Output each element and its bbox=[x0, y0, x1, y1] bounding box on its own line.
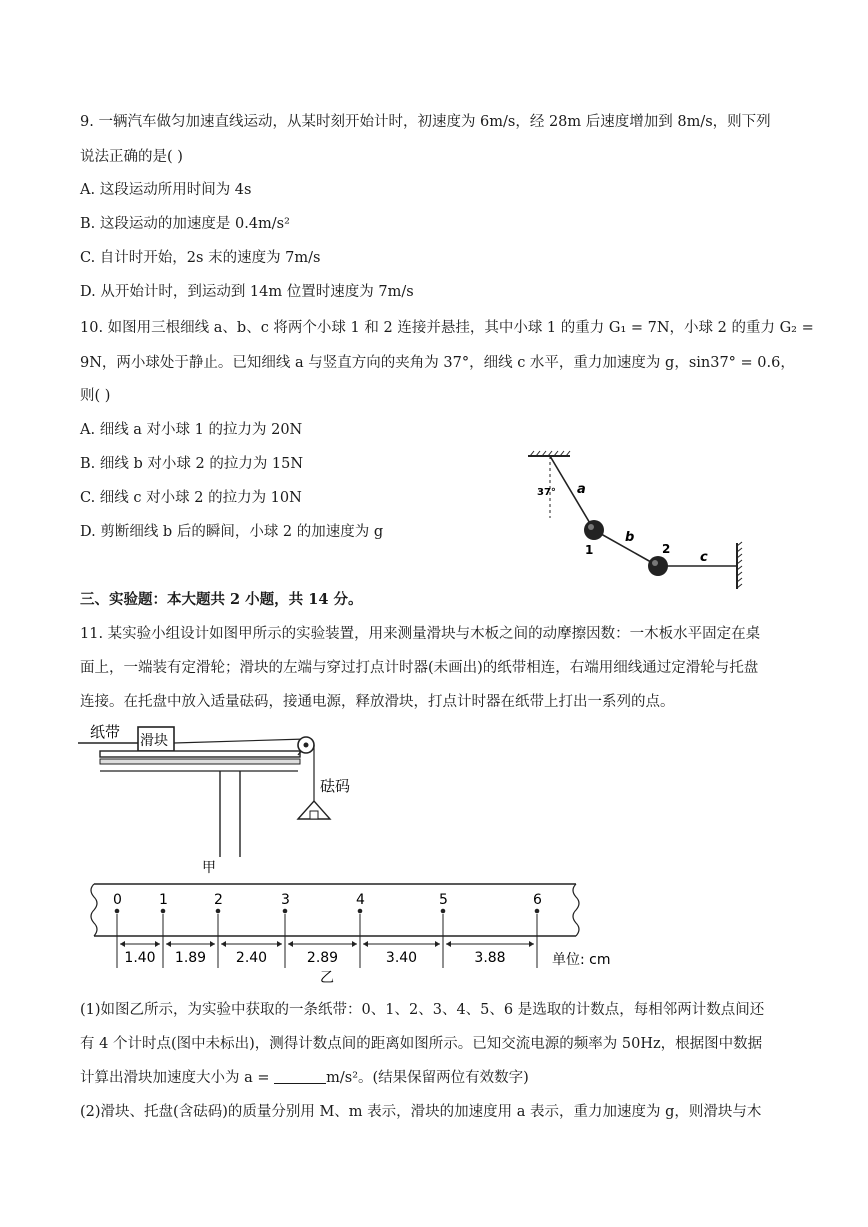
q9-option-b: B. 这段运动的加速度是 0.4m/s² bbox=[80, 216, 290, 232]
q11-part1-line-3-suffix: m/s²。(结果保留两位有效数字) bbox=[326, 1070, 529, 1086]
q11-stem-line-2: 面上，一端装有定滑轮；滑块的左端与穿过打点计时器(未画出)的纸带相连，右端用细线通过定滑轮与托盘 bbox=[80, 660, 759, 676]
dimension-arrowhead bbox=[288, 941, 293, 947]
dimension-arrowhead bbox=[277, 941, 282, 947]
q10-option-d: D. 剪断细线 b 后的瞬间，小球 2 的加速度为 g bbox=[80, 524, 384, 540]
string-to-pulley bbox=[174, 739, 306, 743]
q11-part1-line-3 bbox=[80, 1068, 529, 1088]
label-b: b bbox=[625, 530, 635, 545]
dimension-arrowhead bbox=[120, 941, 125, 947]
tape-dimensions bbox=[117, 914, 537, 968]
dimension-label: 2.40 bbox=[235, 950, 268, 966]
q10-figure bbox=[510, 446, 760, 596]
q11-stem-line-3: 连接。在托盘中放入适量砝码，接通电源，释放滑块，打点计时器在纸带上打出一系列的点。 bbox=[80, 694, 675, 710]
q10-stem-line-1: 10. 如图用三根细线 a、b、c 将两个小球 1 和 2 连接并悬挂，其中小球 1 的重力 G₁ = 7N，小球 2 的重力 G₂ = bbox=[80, 320, 814, 336]
weight bbox=[310, 811, 318, 819]
q9-option-a: A. 这段运动所用时间为 4s bbox=[80, 182, 252, 198]
q11-stem-line-1: 11. 某实验小组设计如图甲所示的实验装置，用来测量滑块与木板之间的动摩擦因数：一木板水平固定在桌 bbox=[80, 626, 761, 642]
dimension-arrowhead bbox=[166, 941, 171, 947]
q11-part1-line-2: 有 4 个计时点(图中未标出)，测得计数点间的距离如图所示。已知交流电源的频率为 50Hz，根据图中数据 bbox=[80, 1036, 763, 1052]
tape-dot bbox=[115, 909, 120, 914]
dimension-arrowhead bbox=[363, 941, 368, 947]
section-3-title: 三、实验题：本大题共 2 小题，共 14 分。 bbox=[80, 591, 363, 608]
string-a bbox=[550, 456, 594, 530]
tape-unit-label: 单位: cm bbox=[552, 952, 611, 968]
dimension-arrowhead bbox=[221, 941, 226, 947]
q9-stem-line-2: 说法正确的是( ) bbox=[80, 149, 183, 165]
tape-point-label: 5 bbox=[439, 892, 448, 908]
dimension-label: 1.89 bbox=[174, 950, 207, 966]
wooden-board bbox=[100, 751, 300, 757]
tape-point-label: 4 bbox=[356, 892, 365, 908]
q11-part1-line-1: (1)如图乙所示，为实验中获取的一条纸带：0、1、2、3、4、5、6 是选取的计数点，每相邻两计数点间还 bbox=[80, 1002, 765, 1018]
q10-option-a: A. 细线 a 对小球 1 的拉力为 20N bbox=[80, 422, 303, 438]
q9-stem-line-1: 9. 一辆汽车做匀加速直线运动，从某时刻开始计时，初速度为 6m/s，经 28m 后速度增加到 8m/s，则下列 bbox=[80, 114, 771, 130]
tape-point-label: 0 bbox=[113, 892, 122, 908]
q11-figure-jia bbox=[70, 715, 390, 880]
table-top bbox=[100, 759, 300, 764]
dimension-arrowhead bbox=[210, 941, 215, 947]
dimension-label: 1.40 bbox=[124, 950, 156, 966]
figure-yi-caption: 乙 bbox=[320, 970, 334, 983]
tape-left-tear bbox=[91, 884, 97, 936]
q11-figure-yi bbox=[80, 878, 640, 983]
paper-tape-label: 纸带 bbox=[90, 723, 121, 741]
figure-jia-caption: 甲 bbox=[202, 860, 216, 876]
pulley-axle bbox=[304, 743, 309, 748]
weight-label: 砝码 bbox=[320, 777, 351, 795]
ball-1 bbox=[584, 520, 604, 540]
ball-1-highlight bbox=[588, 524, 594, 530]
slider-block-label: 滑块 bbox=[140, 733, 168, 749]
tape-right-tear bbox=[573, 884, 579, 936]
tape-dot bbox=[161, 909, 166, 914]
tape-points bbox=[113, 892, 542, 913]
q10-stem-line-3: 则( ) bbox=[80, 388, 111, 404]
q10-stem-line-2: 9N，两小球处于静止。已知细线 a 与竖直方向的夹角为 37°，细线 c 水平，重力加速度为 g，sin37° = 0.6， bbox=[80, 355, 795, 371]
q10-option-c: C. 细线 c 对小球 2 的拉力为 10N bbox=[80, 490, 302, 506]
angle-label: 37° bbox=[537, 487, 556, 498]
q9-option-c: C. 自计时开始，2s 末的速度为 7m/s bbox=[80, 250, 321, 266]
ball-2 bbox=[648, 556, 668, 576]
tape-point-label: 6 bbox=[533, 892, 542, 908]
label-a: a bbox=[577, 482, 586, 497]
label-c: c bbox=[700, 550, 708, 565]
ball-1-label: 1 bbox=[585, 543, 594, 557]
answer-blank[interactable] bbox=[274, 1069, 326, 1084]
tape-point-label: 3 bbox=[281, 892, 290, 908]
dimension-arrowhead bbox=[435, 941, 440, 947]
q11-part1-line-3-prefix: 计算出滑块加速度大小为 a = bbox=[80, 1070, 275, 1086]
ball-2-highlight bbox=[652, 560, 658, 566]
tape-dot bbox=[358, 909, 363, 914]
tape-point-label: 2 bbox=[214, 892, 223, 908]
q11-part2-line-1: (2)滑块、托盘(含砝码)的质量分别用 M、m 表示，滑块的加速度用 a 表示，重力加速度为 g，则滑块与木 bbox=[80, 1104, 762, 1120]
dimension-arrowhead bbox=[155, 941, 160, 947]
tape-dot bbox=[283, 909, 288, 914]
dimension-label: 2.89 bbox=[306, 950, 339, 966]
q10-option-b: B. 细线 b 对小球 2 的拉力为 15N bbox=[80, 456, 304, 472]
tape-point-label: 1 bbox=[159, 892, 168, 908]
tape-dot bbox=[535, 909, 540, 914]
tape-dot bbox=[441, 909, 446, 914]
q9-option-d: D. 从开始计时，到运动到 14m 位置时速度为 7m/s bbox=[80, 284, 414, 300]
dimension-arrowhead bbox=[529, 941, 534, 947]
dimension-arrowhead bbox=[446, 941, 451, 947]
dimension-arrowhead bbox=[352, 941, 357, 947]
tape-dot bbox=[216, 909, 221, 914]
dimension-label: 3.40 bbox=[385, 950, 418, 966]
dimension-label: 3.88 bbox=[474, 950, 506, 966]
ball-2-label: 2 bbox=[662, 542, 671, 556]
